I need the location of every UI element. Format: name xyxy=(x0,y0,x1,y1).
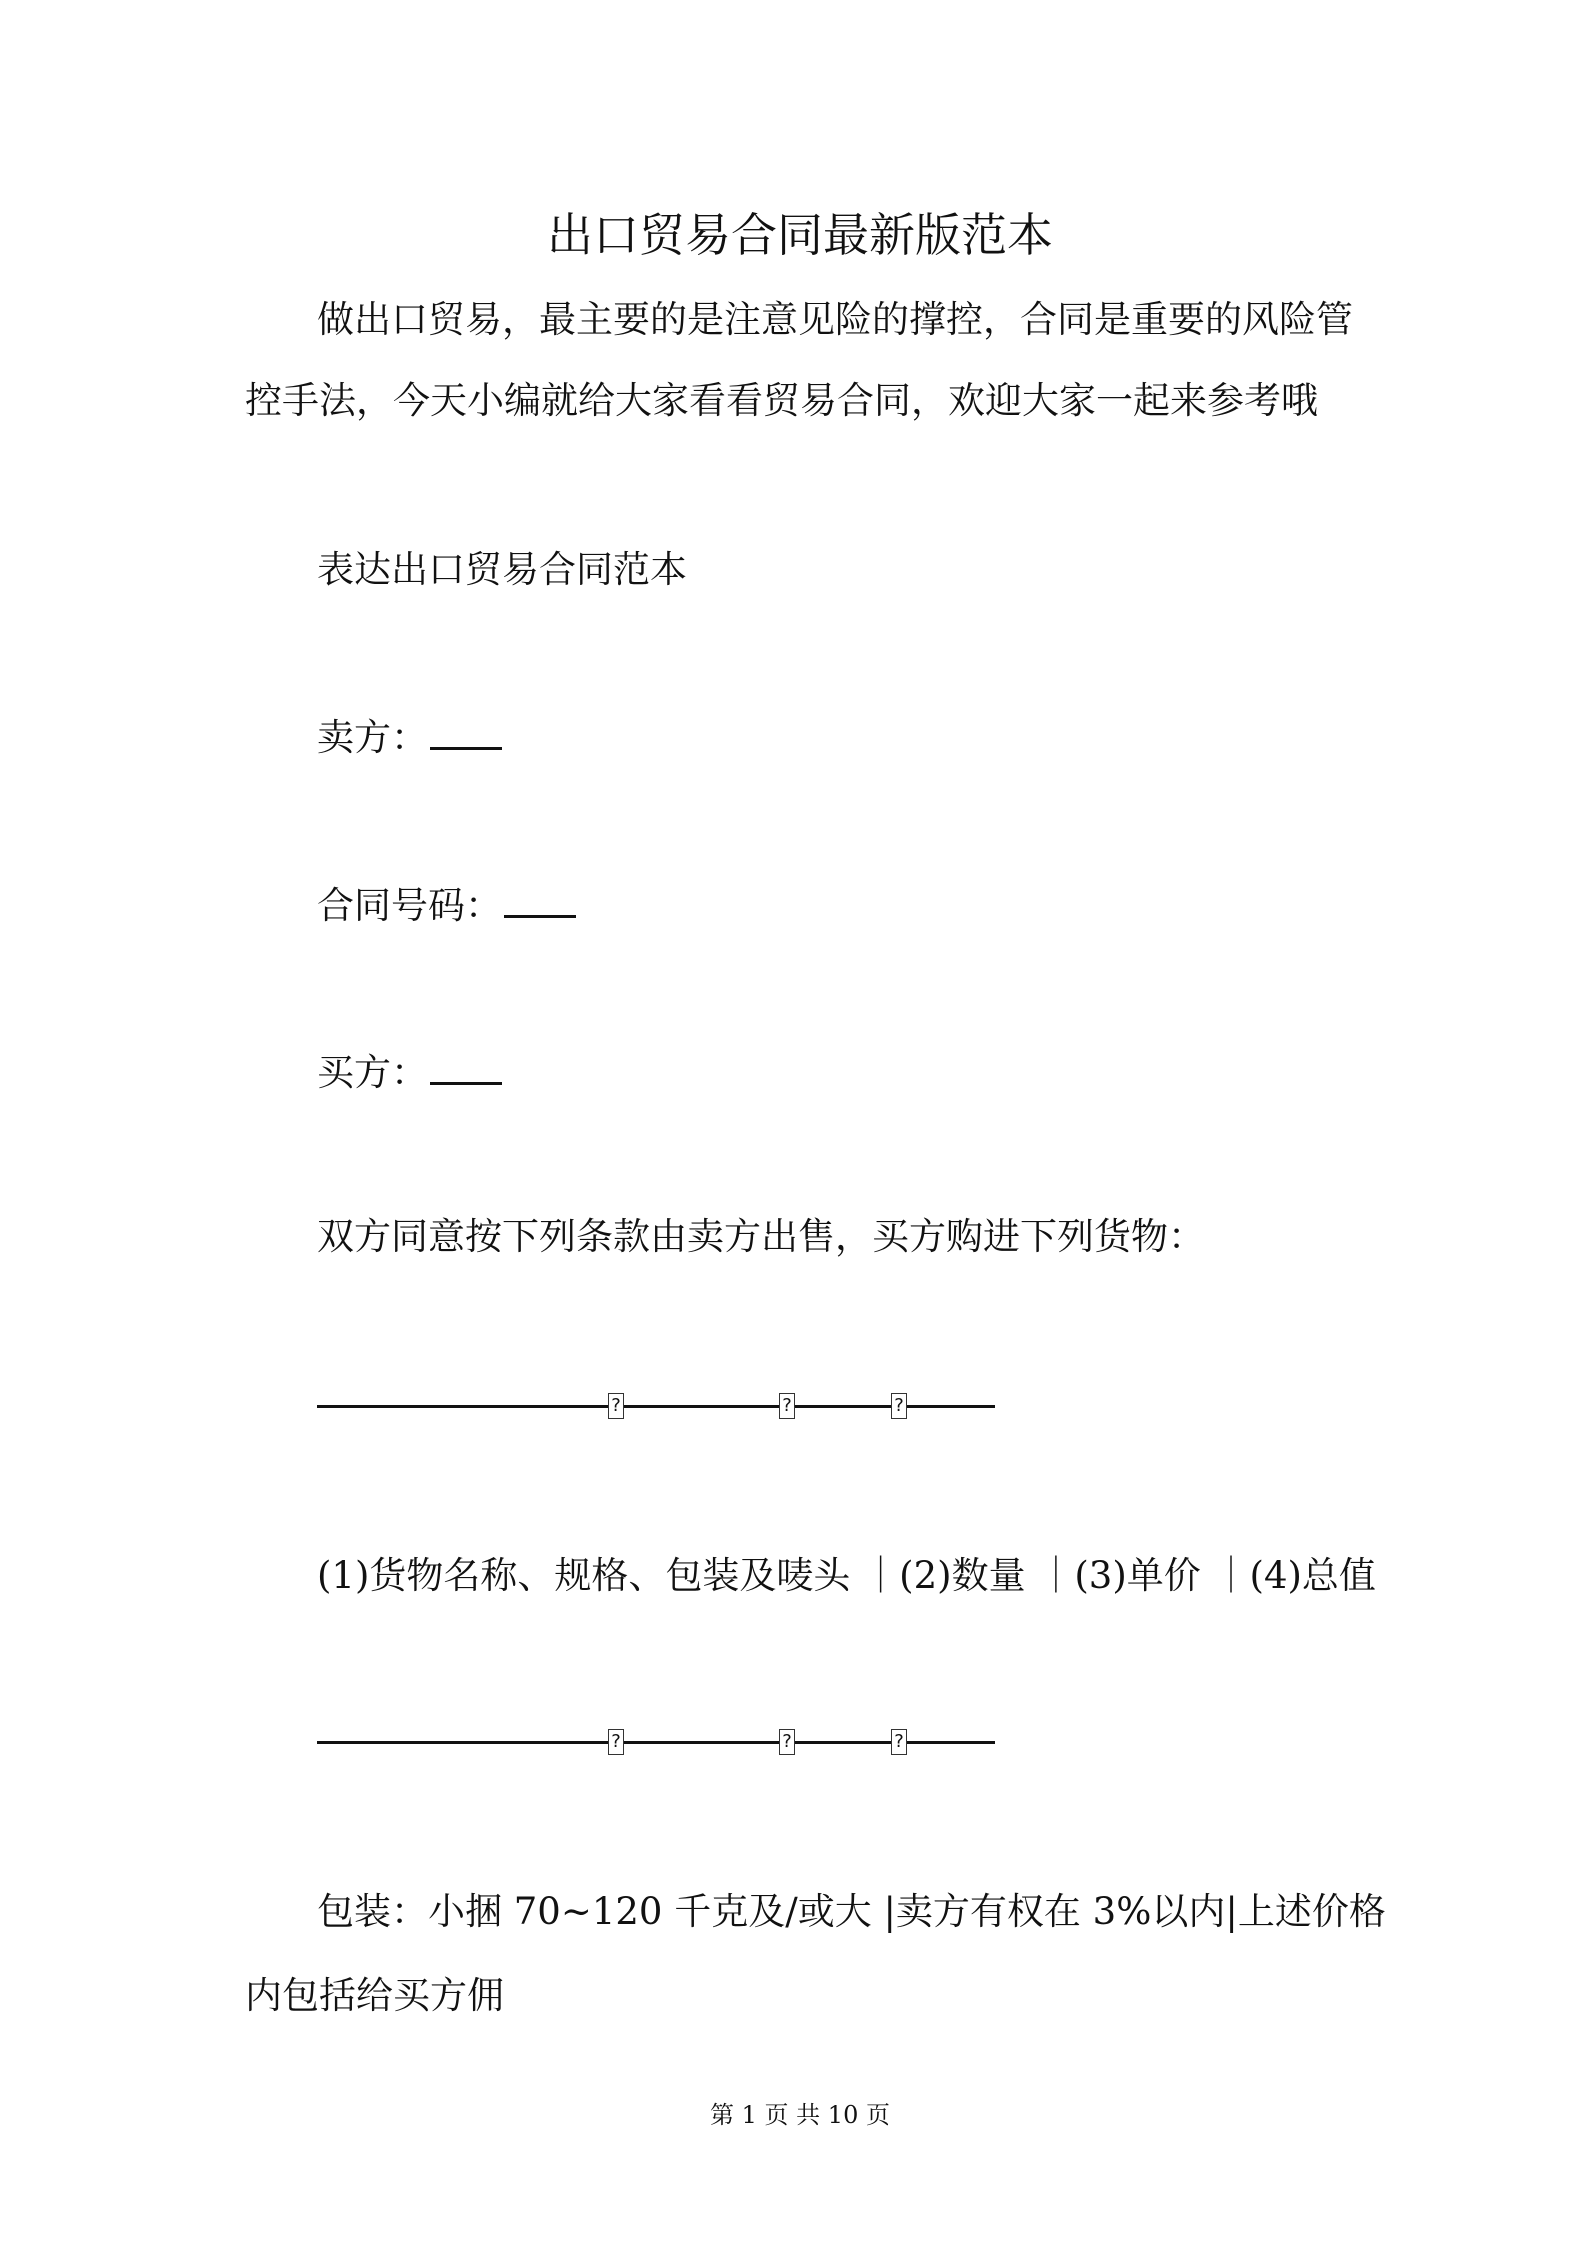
seller-field xyxy=(317,716,502,760)
contract-number-field xyxy=(317,884,576,928)
missing-glyph-icon: ? xyxy=(608,1729,624,1755)
missing-glyph-icon: ? xyxy=(779,1393,795,1419)
seller-blank xyxy=(430,717,502,750)
contract-number-label: 合同号码： xyxy=(317,884,502,927)
buyer-blank xyxy=(430,1052,502,1085)
missing-glyph-icon: ? xyxy=(608,1393,624,1419)
table-rule-bottom xyxy=(317,1731,995,1752)
table-columns: (1)货物名称、规格、包装及唛头 ｜(2)数量 ｜(3)单价 ｜(4)总值 xyxy=(317,1554,1376,1597)
intro-line-1: 做出口贸易，最主要的是注意见险的撑控，合同是重要的风险管 xyxy=(317,298,1353,341)
missing-glyph-icon: ? xyxy=(891,1729,907,1755)
buyer-label: 买方： xyxy=(317,1051,428,1094)
packing-line-1: 包装：小捆 70~120 千克及/或大 |卖方有权在 3%以内|上述价格 xyxy=(317,1890,1386,1933)
missing-glyph-icon: ? xyxy=(891,1393,907,1419)
page-footer: 第 1 页 共 10 页 xyxy=(710,2101,890,2129)
table-rule-top xyxy=(317,1395,995,1416)
packing-line-2: 内包括给买方佣 xyxy=(245,1974,504,2017)
intro-line-2: 控手法，今天小编就给大家看看贸易合同，欢迎大家一起来参考哦 xyxy=(245,379,1318,422)
seller-label: 卖方： xyxy=(317,716,428,759)
buyer-field xyxy=(317,1051,502,1095)
contract-number-blank xyxy=(504,885,576,918)
subtitle: 表达出口贸易合同范本 xyxy=(317,548,687,591)
missing-glyph-icon: ? xyxy=(779,1729,795,1755)
agreement-text: 双方同意按下列条款由卖方出售，买方购进下列货物： xyxy=(317,1215,1205,1258)
document-title: 出口贸易合同最新版范本 xyxy=(547,208,1053,262)
